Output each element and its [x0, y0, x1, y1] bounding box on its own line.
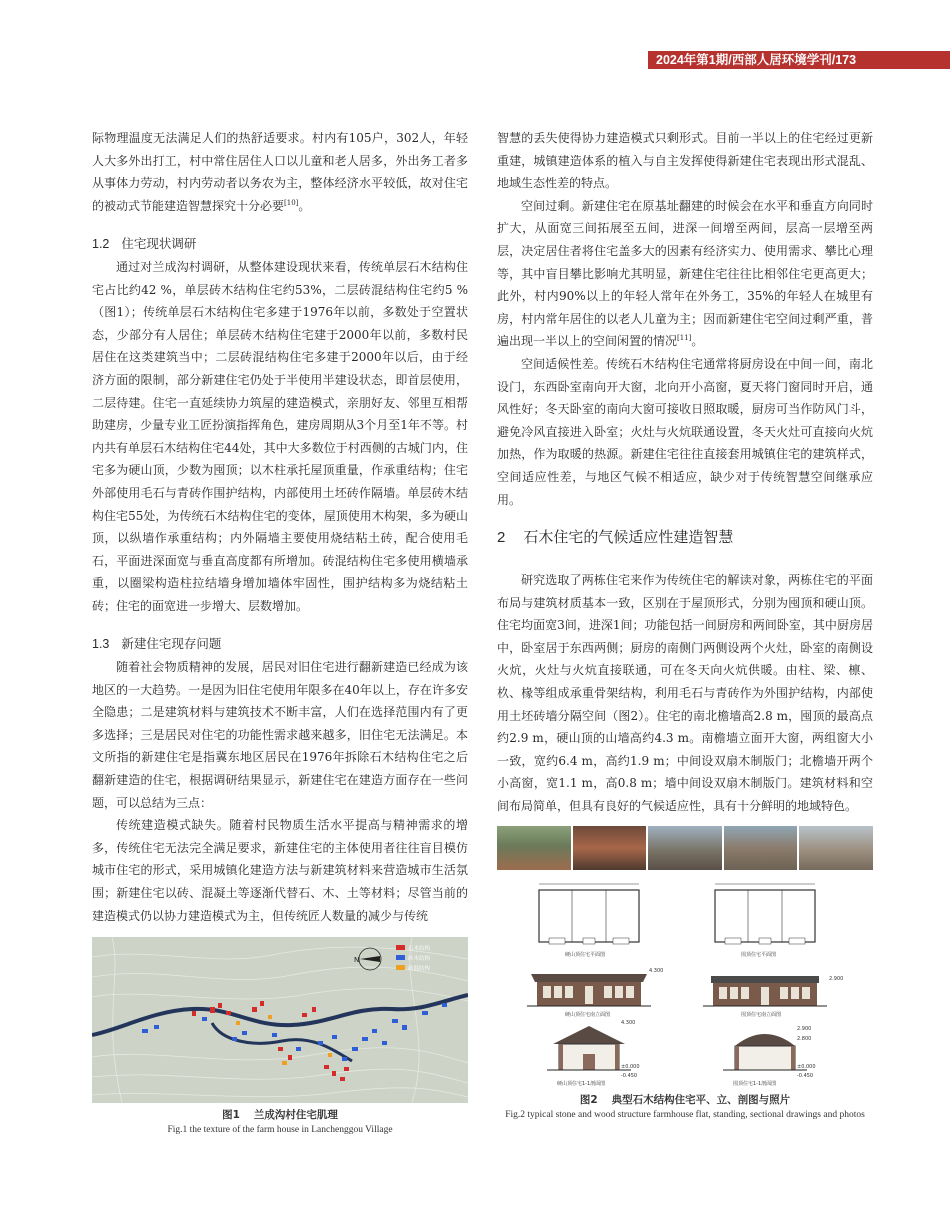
drawing-label: 硬山顶住宅1-1剖面图: [557, 1081, 606, 1087]
paragraph: 通过对兰成沟村调研，从整体建设现状来看，传统单层石木结构住宅占比约42 %，单层砖木结构住宅约53%，二层砖混结构住宅约5 %（图1）；传统单层石木结构住宅多建于1976年以前，多数处于空置状态，少部分有人居住；单层砖木结构住宅建于2000年以前，多数村民居住在这类建筑当中；二层砖混结构住宅多建于2000年以后，由于经济方面的限制，部分新建住宅仍处于半使用半建设状态，即首层使用，二层待建。住宅一直延续协力筑屋的建造模式，亲朋好友、邻里互相帮助建房，少量专业工匠扮演指挥角色，建房周期从3个月至1年不等。村内共有单层石木结构住宅44处，其中大多数位于村西侧的古城门内，住宅多为硬山顶，少数为囤顶；以木柱承托屋顶重量，作承重结构；住宅外部使用毛石与青砖作围护结构，内部使用土坯砖作隔墙。单层砖木结构住宅55处，为传统石木结构住宅的变体，屋顶使用木构架，多为硬山顶，以纵墙作承重结构；内外隔墙主要使用烧结粘土砖，配合使用毛石，平面进深面宽与垂直高度都有所增加。砖混结构住宅多使用横墙承重，以圈梁构造柱拉结墙身增加墙体牢固性，围护结构多为烧结粘土砖；住宅的面宽进一步增大、层数增加。: [92, 259, 468, 613]
house-photos: [497, 826, 873, 870]
svg-text:2.800: 2.800: [797, 1036, 812, 1042]
drawing-label: 囤顶住宅南立面图: [741, 1012, 782, 1018]
legend-stone-wood: 石木结构: [408, 946, 431, 952]
photo: [799, 826, 873, 870]
drawing-label: 囤顶住宅平面图: [741, 952, 777, 958]
svg-text:2.900: 2.900: [829, 976, 844, 982]
svg-text:2.900: 2.900: [797, 1026, 812, 1032]
paragraph: 研究选取了两栋住宅来作为传统住宅的解读对象，两栋住宅的平面布局与建筑材质基本一致，区别在于屋顶形式，分别为囤顶和硬山顶。住宅均面宽3间，进深1间；功能包括一间厨房和两间卧室，其中厨房居中，卧室居于东西两侧；厨房的南侧门两侧设两个火灶，卧室的南侧设火炕，火灶与火炕直接联通，可在冬天向火炕供暖。由柱、梁、檩、杦、椽等组成承重骨架结构，利用毛石与青砖作为外围护结构，内部使用土坯砖墙分隔空间（图2）。住宅的南北檐墙高2.8 m，囤顶的最高点约2.9 m，硬山顶的山墙高约4.3 m。南檐墙立面开大窗，两组窗大小一致，宽约6.4 m，高约1.9 m；中间设双扇木制版门；北檐墙开两个小高窗，宽1.1 m，高0.8 m；墙中间设双扇木制版门。建筑材料和空间布局简单，但具有良好的气候适应性，具有十分鲜明的地域特色。: [497, 573, 873, 814]
map-legend: [396, 944, 431, 972]
figure-1-caption: 图1 兰成沟村住宅肌理 Fig.1 the texture of the farm house in Lanchenggou Village: [167, 1109, 393, 1135]
paragraph: 传统建造模式缺失。随着村民物质生活水平提高与精神需求的增多，传统住宅无法完全满足要求，新建住宅的主体使用者往往盲目模仿城市住宅的形式，采用城镇化建造方法与新建筑材料来营造城市生活氛围；新建住宅以砖、混凝土等逐渐代替石、木、土等材料；尽管当前的建造模式仍以协力建造模式为主，但传统匠人数量的减少与传统: [92, 818, 468, 923]
journal-header: 2024年第1期/西部人居环境学刊/173: [648, 51, 950, 69]
left-column: [92, 127, 468, 927]
photo: [648, 826, 722, 870]
village-texture-map: [92, 937, 468, 1103]
photo: [497, 826, 571, 870]
svg-text:4.300: 4.300: [621, 1020, 636, 1026]
svg-text:±0.000: ±0.000: [797, 1064, 816, 1070]
paragraph: 随着社会物质精神的发展，居民对旧住宅进行翻新建造已经成为该地区的一大趋势。一是因为旧住宅使用年限多在40年以上，存在许多安全隐患；二是建筑材料与建筑技术不断丰富，人们在选择范围内有了更多选择；三是居民对住宅的功能性需求越来越多，旧住宅无法满足。本文所指的新建住宅是指冀东地区居民在1976年拆除石木结构住宅之后翻新建造的住宅，根据调研结果显示，新建住宅在建造方面存在一些问题，可以总结为三点：: [92, 660, 468, 810]
north-label: N: [354, 956, 360, 964]
drawing-label: 囤顶住宅1-1剖面图: [733, 1081, 777, 1087]
legend-brick-concrete: 砖混结构: [408, 966, 431, 972]
drawing-label: 硬山顶住宅南立面图: [565, 1012, 611, 1018]
svg-text:±0.000: ±0.000: [621, 1064, 640, 1070]
section-1-2-heading: 1.2 住宅现状调研: [92, 237, 197, 252]
svg-text:4.300: 4.300: [649, 968, 664, 974]
citation: [10]: [284, 198, 299, 207]
section-2-heading: 2 石木住宅的气候适应性建造智慧: [497, 529, 734, 547]
legend-brick-wood: 砖木结构: [408, 956, 431, 962]
citation: [11]: [677, 334, 692, 343]
svg-text:-0.450: -0.450: [621, 1073, 638, 1079]
paragraph: 空间适候性差。传统石木结构住宅通常将厨房设在中间一间，南北设门，东西卧室南向开大窗，北向开小高窗，夏天将门窗同时开启，通风性好；冬天卧室的南向大窗可接收日照取暖，厨房可当作防风门斗，避免冷风直接进入卧室；火灶与火炕联通设置，冬天火灶可直接向火炕加热，作为取暖的热源。新建住宅往往直接套用城镇住宅的建筑样式，空间适应性差，与地区气候不相适应，缺少对于传统智慧空间继承应用。: [497, 356, 873, 507]
right-column: [497, 127, 873, 818]
section-1-3-heading: 1.3 新建住宅现存问题: [92, 637, 222, 652]
architectural-drawings: [497, 872, 873, 1090]
paragraph: 智慧的丢失使得协力建造模式只剩形式。目前一半以上的住宅经过更新重建，城镇建造体系的植入与自主发挥使得新建住宅表现出形式混乱、地域生态性差的特点。: [497, 131, 873, 191]
drawing-label: 硬山顶住宅平面图: [565, 952, 606, 958]
svg-text:-0.450: -0.450: [797, 1073, 814, 1079]
photo: [724, 826, 798, 870]
figure-2-caption: 图2 典型石木结构住宅平、立、剖图与照片 Fig.2 typical stone and wood structure farmhouse flat, standing, sectional drawings and photos: [505, 1094, 865, 1120]
paragraph: 空间过剩。新建住宅在原基址翻建的时候会在水平和垂直方向同时扩大，从面宽三间拓展至五间，进深一间增至两间，层高一层增至两层，决定居住者将住宅盖多大的因素有经济实力、使用需求、攀比心理等，其中盲目攀比影响尤其明显，新建住宅往往比相邻住宅更高更大；此外，村内90%以上的年轻人常年在外务工，35%的年轻人在城里有房，村内常年居住的以老人儿童为主；因而新建住宅空间过剩严重，普遍出现一半以上的空间闲置的情况[11]。: [497, 198, 873, 349]
paragraph: 际物理温度无法满足人们的热舒适要求。村内有105户，302人，年轻人大多外出打工，村中常住居住人口以儿童和老人居多，外出务工者多从事体力劳动，村内劳动者以务农为主，整体经济水平较低，故对住宅的被动式节能建造智慧探究十分必要[10]。: [92, 131, 468, 213]
photo: [573, 826, 647, 870]
